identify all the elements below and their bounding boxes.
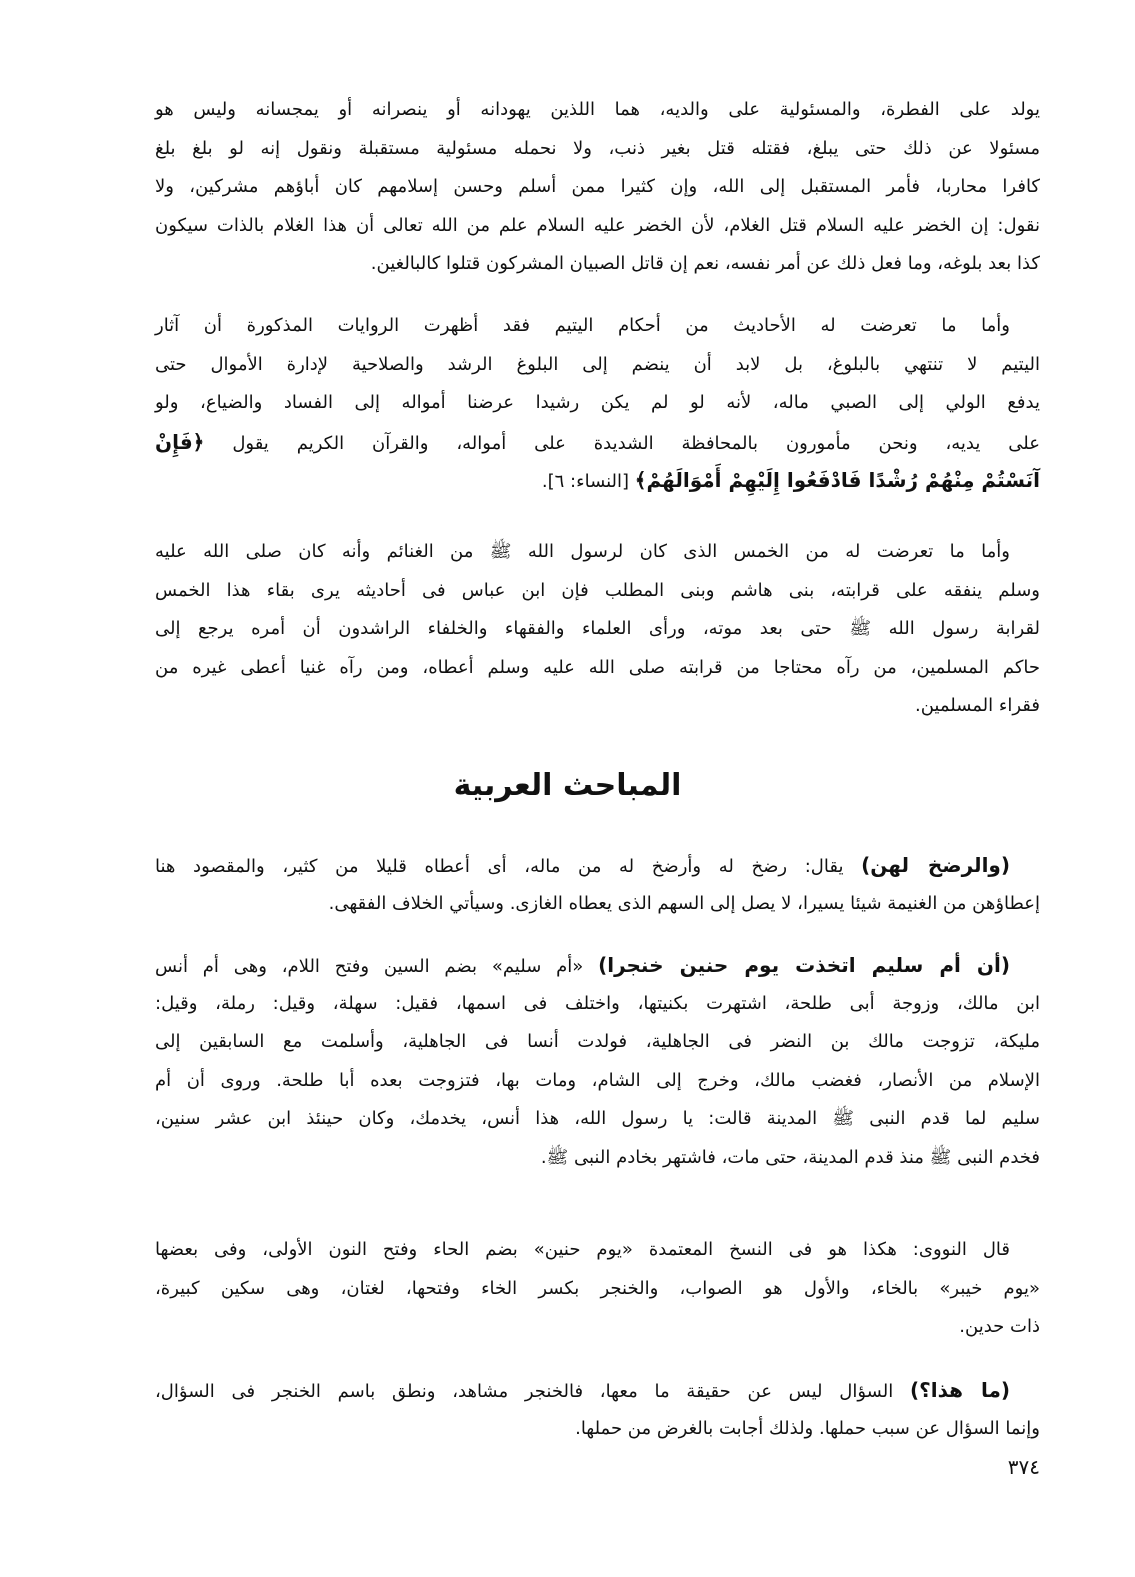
text-line (155, 168, 1040, 207)
line-text: يولد على الفطرة، والمسئولية على والديه، هما اللذين يهودانه أو ينصرانه أو يمجسانه وليس هو (155, 99, 1040, 120)
line-text: وأما ما تعرضت له من الخمس الذى كان لرسول الله ﷺ من الغنائم وأنه كان صلى الله عليه (155, 541, 1010, 562)
text-line (155, 245, 1040, 284)
text-line (155, 1231, 1040, 1270)
bold-phrase: آنَسْتُمْ مِنْهُمْ رُشْدًا فَادْفَعُوا إِلَيْهِمْ أَمْوَالَهُمْ﴾ (634, 468, 1040, 492)
text-line (155, 610, 1040, 649)
text-line (155, 1100, 1040, 1139)
line-text: «أم سليم» بضم السين وفتح اللام، وهى أم أنس (155, 956, 599, 977)
line-text: ذات حدين. (959, 1316, 1040, 1337)
line-text: اليتيم لا تنتهي بالبلوغ، بل لابد أن ينضم إلى البلوغ الرشد والصلاحية لإدارة الأموال حتى (155, 353, 1040, 375)
bold-phrase: (ما هذا؟) (909, 1378, 1011, 1402)
line-text: ابن مالك، وزوجة أبى طلحة، اشتهرت بكنيتها، واختلف فى اسمها، فقيل: سهلة، وقيل: رملة، وقيل: (155, 992, 1040, 1014)
paragraph (155, 1231, 1040, 1347)
line-text: لقرابة رسول الله ﷺ حتى بعد موته، ورأى العلماء والفقهاء والخلفاء الراشدون أن أمره يرجع إلى (155, 618, 1040, 639)
line-text: على يديه، ونحن مأمورون بالمحافظة الشديدة على أمواله، والقرآن الكريم يقول (204, 432, 1040, 454)
line-text: وسلم ينفقه على قرابته، بنى هاشم وبنى المطلب فإن ابن عباس فى أحاديثه يرى بقاء هذا الخمس (155, 579, 1040, 601)
text-line (155, 687, 1040, 726)
bold-phrase: (والرضخ لهن) (861, 853, 1010, 877)
text-line (155, 384, 1040, 423)
line-text: يقال: رضخ له وأرضخ له من ماله، أى أعطاه قليلا من كثير، والمقصود هنا (155, 856, 862, 877)
text-line (155, 207, 1040, 246)
text-line (155, 130, 1040, 169)
text-line (155, 985, 1040, 1024)
bold-phrase: (أن أم سليم اتخذت يوم حنين خنجرا) (598, 953, 1010, 977)
line-text: «يوم خيبر» بالخاء، والأول هو الصواب، والخنجر بكسر الخاء وفتحها، لغتان، وهى سكين كبيرة، (155, 1277, 1040, 1299)
line-text: وإنما السؤال عن سبب حملها. ولذلك أجابت بالغرض من حملها. (575, 1417, 1040, 1439)
text-line (155, 1062, 1040, 1101)
section-title: المباحث العربية (453, 768, 682, 804)
text-line (155, 346, 1040, 385)
paragraph (155, 846, 1040, 923)
line-text: كافرا محاربا، فأمر المستقبل إلى الله، وإن كثيرا ممن أسلم وحسن إسلامهم كان أباؤهم مشركين، ولا (155, 176, 1040, 197)
text-line (155, 533, 1040, 572)
text-line (155, 307, 1040, 346)
line-text: نقول: إن الخضر عليه السلام قتل الغلام، لأن الخضر عليه السلام علم من الله تعالى أن هذا الغلام بالذات سيكون (155, 214, 1040, 236)
line-text: مليكة، تزوجت مالك بن النضر فى الجاهلية، فولدت أنسا فى الجاهلية، وأسلمت مع السابقين إلى (155, 1031, 1040, 1052)
line-text: سليم لما قدم النبى ﷺ المدينة قالت: يا رسول الله، هذا أنس، يخدمك، وكان حينئذ ابن عشر سنين، (155, 1108, 1040, 1129)
text-line (155, 461, 1040, 500)
paragraph (155, 533, 1040, 726)
text-line (155, 885, 1040, 924)
line-text: فقراء المسلمين. (915, 695, 1040, 716)
line-text: السؤال ليس عن حقيقة ما معها، فالخنجر مشاهد، ونطق باسم الخنجر فى السؤال، (155, 1381, 910, 1402)
page-number: ٣٧٤ (1007, 1455, 1040, 1479)
text-line (155, 91, 1040, 130)
text-line (155, 1023, 1040, 1062)
text-line (155, 1270, 1040, 1309)
text-line (155, 1139, 1040, 1178)
paragraph (155, 946, 1040, 1177)
text-line (155, 1308, 1040, 1347)
bold-phrase: ﴿فَإِنْ (155, 429, 205, 454)
text-line (155, 423, 1040, 462)
line-text: كذا بعد بلوغه، وما فعل ذلك عن أمر نفسه، نعم إن قاتل الصبيان المشركون قتلوا كالبالغين. (370, 253, 1040, 274)
line-text: يدفع الولي إلى الصبي ماله، لأنه لو لم يكن رشيدا عرضنا أمواله إلى الفساد والضياع، ولو (155, 392, 1040, 413)
line-text: [النساء: ٦]. (541, 471, 635, 492)
text-line (155, 1410, 1040, 1449)
paragraph (155, 307, 1040, 500)
line-text: قال النووى: هكذا هو فى النسخ المعتمدة «يوم حنين» بضم الحاء وفتح النون الأولى، وفى بعضها (155, 1239, 1010, 1260)
line-text: إعطاؤهن من الغنيمة شيئا يسيرا، لا يصل إلى السهم الذى يعطاه الغازى. وسيأتي الخلاف الفقهى. (328, 892, 1040, 914)
line-text: حاكم المسلمين، من رآه محتاجا من قرابته صلى الله عليه وسلم أعطاه، ومن رآه غنيا أعطى غيره من (155, 656, 1040, 678)
paragraph (155, 1371, 1040, 1448)
line-text: الإسلام من الأنصار، فغضب مالك، وخرج إلى الشام، ومات بها، فتزوجت بعده أبا طلحة. وروى أن أم (155, 1069, 1040, 1091)
text-line (155, 572, 1040, 611)
text-line (155, 649, 1040, 688)
paragraph (155, 91, 1040, 284)
text-line (155, 846, 1040, 885)
text-line (155, 1371, 1040, 1410)
text-line (155, 946, 1040, 985)
line-text: فخدم النبى ﷺ منذ قدم المدينة، حتى مات، فاشتهر بخادم النبى ﷺ. (540, 1146, 1040, 1168)
line-text: مسئولا عن ذلك حتى يبلغ، فقتله قتل بغير ذنب، ولا نحمله مسئولية مستقبلة ونقول إنه لو بلغ بلغ (155, 137, 1040, 159)
line-text: وأما ما تعرضت له الأحاديث من أحكام اليتيم فقد أظهرت الروايات المذكورة أن آثار (155, 315, 1010, 336)
